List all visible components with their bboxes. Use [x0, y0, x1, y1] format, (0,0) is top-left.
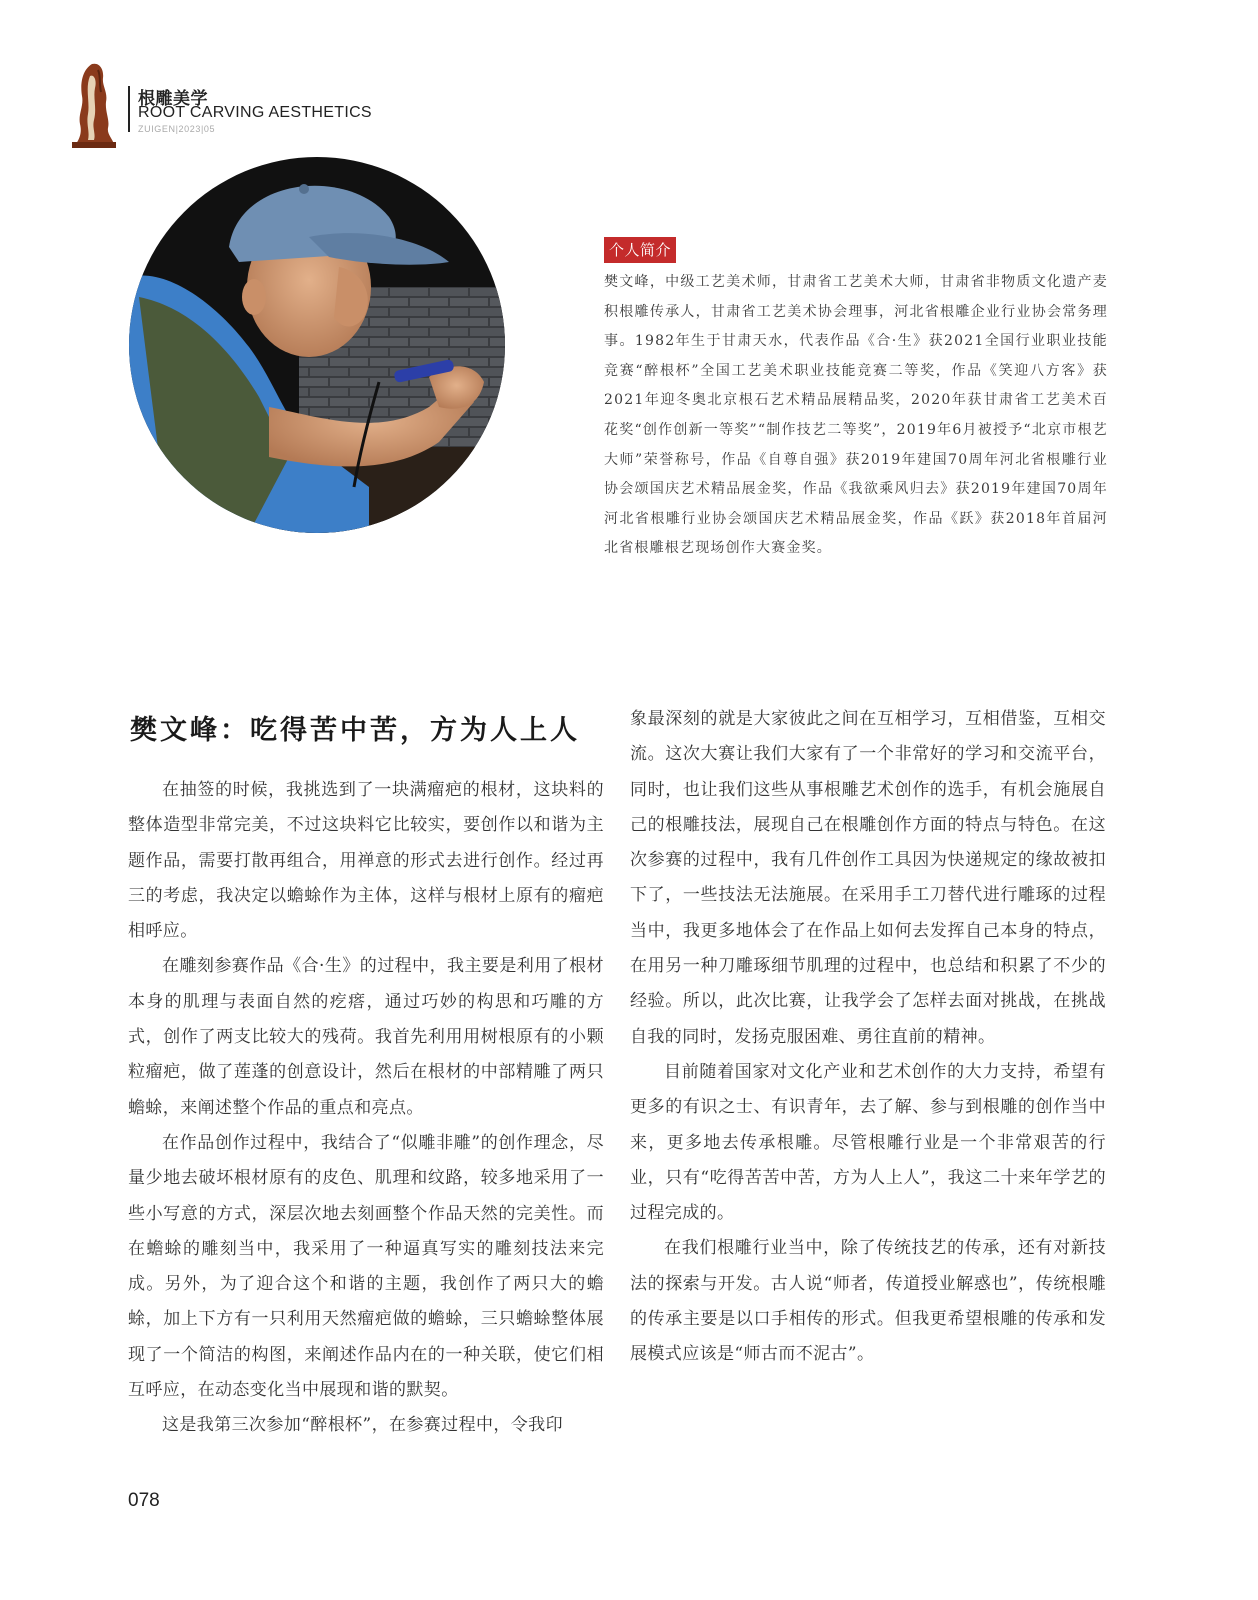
- bio-text: 樊文峰，中级工艺美术师，甘肃省工艺美术大师，甘肃省非物质文化遗产麦积根雕传承人，甘肃省工艺美术协会理事，河北省根雕企业行业协会常务理事。1982年生于甘肃天水，代表作品《合·生》获2021全国行业职业技能竞赛“醉根杯”全国工艺美术职业技能竞赛二等奖，作品《笑迎八方客》获2021年迎冬奥北京根石艺术精品展精品奖，2020年获甘肃省工艺美术百花奖“创作创新一等奖”“制作技艺二等奖”，2019年6月被授予“北京市根艺大师”荣誉称号，作品《自尊自强》获2019年建国70周年河北省根雕行业协会颂国庆艺术精品展金奖，作品《我欲乘风归去》获2019年建国70周年河北省根雕行业协会颂国庆艺术精品展金奖，作品《跃》获2018年首届河北省根雕根艺现场创作大赛金奖。: [604, 274, 1108, 557]
- article-column-left: [128, 773, 604, 1444]
- article-paragraph: 在作品创作过程中，我结合了“似雕非雕”的创作理念，尽量少地去破坏根材原有的皮色、肌理和纹路，较多地采用了一些小写意的方式，深层次地去刻画整个作品天然的完美性。而在蟾蜍的雕刻当中，我采用了一种逼真写实的雕刻技法来完成。另外，为了迎合这个和谐的主题，我创作了两只大的蟾蜍，加上下方有一只利用天然瘤疤做的蟾蜍，三只蟾蜍整体展现了一个简洁的构图，来阐述作品内在的一种关联，使它们相互呼应，在动态变化当中展现和谐的默契。: [128, 1132, 604, 1401]
- issue-number: ZUIGEN|2023|05: [138, 124, 216, 134]
- article-paragraph: 这是我第三次参加“醉根杯”，在参赛过程中，令我印: [162, 1415, 563, 1436]
- article-title: 樊文峰：吃得苦中苦，方为人上人: [130, 715, 580, 746]
- root-sculpture-logo-image: [70, 62, 118, 148]
- page-number: 078: [128, 1490, 160, 1511]
- article-paragraph-continued: 象最深刻的就是大家彼此之间在互相学习，互相借鉴，互相交流。这次大赛让我们大家有了一个非常好的学习和交流平台，同时，也让我们这些从事根雕艺术创作的选手，有机会施展自己的根雕技法，展现自己在根雕创作方面的特点与特色。在这次参赛的过程中，我有几件创作工具因为快递规定的缘故被扣下了，一些技法无法施展。在采用手工刀替代进行雕琢的过程当中，我更多地体会了在作品上如何去发挥自己本身的特点，在用另一种刀雕琢细节肌理的过程中，也总结和积累了不少的经验。所以，此次比赛，让我学会了怎样去面对挑战，在挑战自我的同时，发扬克服困难、勇往直前的精神。: [630, 709, 1106, 1047]
- article-paragraph: 在我们根雕行业当中，除了传统技艺的传承，还有对新技法的探索与开发。古人说“师者，传道授业解惑也”，传统根雕的传承主要是以口手相传的形式。但我更希望根雕的传承和发展模式应该是“师古而不泥古”。: [630, 1238, 1106, 1365]
- article-paragraph: 目前随着国家对文化产业和艺术创作的大力支持，希望有更多的有识之士、有识青年，去了解、参与到根雕的创作当中来，更多地去传承根雕。尽管根雕行业是一个非常艰苦的行业，只有“吃得苦苦中苦，方为人上人”，我这二十来年学艺的过程完成的。: [630, 1061, 1106, 1224]
- article-column-right: [630, 702, 1106, 1373]
- article-paragraph: 在雕刻参赛作品《合·生》的过程中，我主要是利用了根材本身的肌理与表面自然的疙瘩，通过巧妙的构思和巧雕的方式，创作了两支比较大的残荷。我首先利用用树根原有的小颗粒瘤疤，做了莲蓬的创意设计，然后在根材的中部精雕了两只蟾蜍，来阐述整个作品的重点和亮点。: [128, 956, 604, 1118]
- magazine-title-cn: 根雕美学: [138, 89, 208, 109]
- magazine-title-en: ROOT CARVING AESTHETICS: [138, 104, 372, 121]
- header-divider: [128, 86, 130, 132]
- artist-portrait-photo: [129, 157, 505, 533]
- bio-section-label: 个人简介: [604, 237, 676, 263]
- article-paragraph: 在抽签的时候，我挑选到了一块满瘤疤的根材，这块料的整体造型非常完美，不过这块料它比较实，要创作以和谐为主题作品，需要打散再组合，用禅意的形式去进行创作。经过再三的考虑，我决定以蟾蜍作为主体，这样与根材上原有的瘤疤相呼应。: [128, 780, 604, 942]
